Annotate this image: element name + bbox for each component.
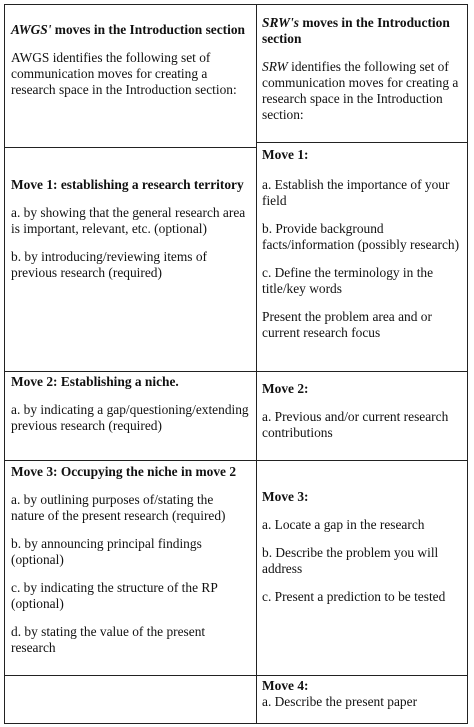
move-3-left-cell [11,464,249,656]
move-3-left-item: d. by stating the value of the present research [11,624,206,655]
header-left-cell [11,22,249,98]
move-1-right-item: Present the problem area and or current research focus [262,309,432,340]
move-1-right-item: a. Establish the importance of your field [262,177,450,208]
comparison-table [4,4,468,724]
header-right-cell [262,15,464,123]
move-3-right-item: a. Locate a gap in the research [262,517,425,532]
move-3-left-item: c. by indicating the structure of the RP (optional) [11,580,218,611]
row-line-4 [5,675,467,676]
move-3-left-item: a. by outlining purposes of/stating the nature of the present research (required) [11,492,226,523]
move-4-right-item: a. Describe the present paper [262,694,418,709]
row-line-2 [5,371,467,372]
move-4-right-cell [262,678,464,710]
move-3-left-title: Move 3: Occupying the niche in move 2 [11,464,237,479]
move-1-left-item: b. by introducing/reviewing items of previous research (required) [11,249,207,280]
move-2-left-title: Move 2: Establishing a niche. [11,374,179,389]
header-right-title: SRW's moves in the Introduction section [262,15,450,46]
move-3-left-item: b. by announcing principal findings (optional) [11,536,202,567]
move-1-right-item: c. Define the terminology in the title/key words [262,265,434,296]
header-right-body: SRW identifies the following set of communication moves for creating a research space in the Introduction section: [262,59,459,122]
move-3-right-title: Move 3: [262,489,309,504]
move-1-right-title: Move 1: [262,147,309,162]
move-4-right-title: Move 4: [262,678,309,693]
move-2-left-item: a. by indicating a gap/questioning/extending previous research (required) [11,402,249,433]
move-3-right-item: c. Present a prediction to be tested [262,589,446,604]
row-line-left-1 [5,147,256,148]
move-1-right-cell [262,147,464,341]
move-3-right-cell [262,489,464,605]
move-1-left-cell [11,177,249,281]
move-2-right-item: a. Previous and/or current research contributions [262,409,449,440]
move-2-left-cell [11,374,249,434]
move-1-left-title: Move 1: establishing a research territory [11,177,244,192]
move-2-right-title: Move 2: [262,381,309,396]
row-line-right-1 [256,142,467,143]
move-1-right-item: b. Provide background facts/information (possibly research) [262,221,460,252]
header-left-title: AWGS' moves in the Introduction section [11,22,246,37]
move-2-right-cell [262,381,464,441]
move-3-right-item: b. Describe the problem you will address [262,545,439,576]
column-divider [256,5,257,723]
move-1-left-item: a. by showing that the general research area is important, relevant, etc. (optional) [11,205,246,236]
header-left-body: AWGS identifies the following set of communication moves for creating a research space in the Introduction section: [11,50,237,97]
row-line-3 [5,460,467,461]
